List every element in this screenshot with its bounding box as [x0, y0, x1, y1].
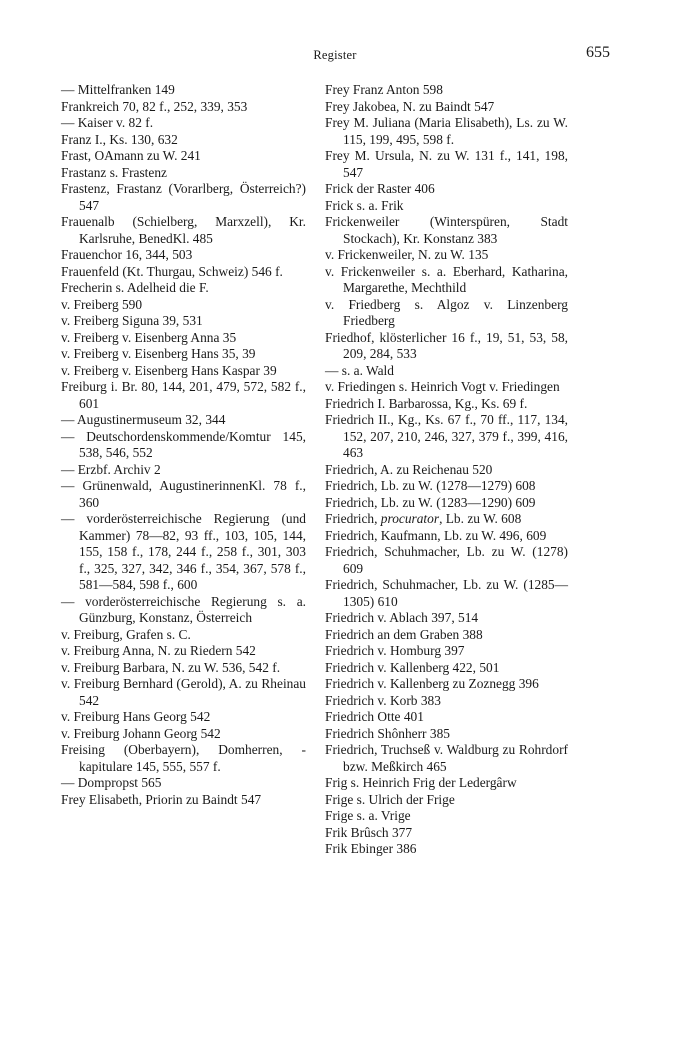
- index-entry: v. Freiberg 590: [61, 296, 143, 312]
- page-title: Register: [313, 48, 357, 62]
- index-entry: v. Frickenweiler, N. zu W. 135: [325, 247, 489, 262]
- index-column-right: [325, 82, 568, 858]
- index-entry: — vorderösterreichische Regierung (und Kammer) 78—82, 93 ff., 103, 105, 144, 155, 158 f., 178, 244 f., 258 f., 301, 303 f., 325, 327, 342, 346 f., 354, 367, 578 f., 581—584, 598 f., 600: [61, 511, 306, 592]
- index-entry: Franz I., Ks. 130, 632: [61, 131, 178, 147]
- index-entry: Frauenchor 16, 344, 503: [61, 247, 193, 262]
- index-entry: Frey M. Juliana (Maria Elisabeth), Ls. zu W. 115, 199, 495, 598 f.: [325, 115, 568, 147]
- index-entry: Friedrich v. Korb 383: [325, 692, 441, 708]
- index-entry: Friedrich, Schuhmacher, Lb. zu W. (1278) 609: [325, 544, 568, 576]
- index-entry: v. Freiburg Hans Georg 542: [61, 709, 211, 724]
- index-entry: v. Frickenweiler s. a. Eberhard, Katharina, Margarethe, Mechthild: [325, 263, 568, 295]
- index-entry: Frey Jakobea, N. zu Baindt 547: [325, 98, 495, 114]
- index-entry: Friedrich Otte 401: [325, 709, 424, 724]
- index-column-left: [61, 82, 306, 808]
- index-entry: Frickenweiler (Winterspüren, Stadt Stockach), Kr. Konstanz 383: [325, 214, 568, 246]
- index-entry: v. Freiberg v. Eisenberg Hans 35, 39: [61, 346, 256, 361]
- index-entry: Friedrich, A. zu Reichenau 520: [325, 461, 493, 477]
- index-entry: Friedrich v. Kallenberg 422, 501: [325, 659, 500, 675]
- index-entry: v. Freiburg Bernhard (Gerold), A. zu Rheinau 542: [61, 676, 306, 708]
- index-entry: Friedrich Shônherr 385: [325, 725, 450, 741]
- index-entry: v. Freiberg Siguna 39, 531: [61, 313, 203, 328]
- index-entry: Frauenalb (Schielberg, Marxzell), Kr. Karlsruhe, BenedKl. 485: [61, 214, 306, 246]
- index-entry: Friedrich v. Ablach 397, 514: [325, 610, 479, 625]
- index-entry: v. Friedingen s. Heinrich Vogt v. Friedingen: [325, 379, 560, 394]
- index-entry: Freiburg i. Br. 80, 144, 201, 479, 572, 582 f., 601: [61, 379, 306, 411]
- index-entry: Frastenz, Frastanz (Vorarlberg, Österreich?) 547: [61, 181, 306, 213]
- index-entry: — Erzbf. Archiv 2: [61, 461, 161, 477]
- index-entry: Friedrich, procurator, Lb. zu W. 608: [325, 511, 522, 526]
- index-entry: Friedrich I. Barbarossa, Kg., Ks. 69 f.: [325, 395, 528, 411]
- index-entry: — Grünenwald, AugustinerinnenKl. 78 f., 360: [61, 478, 306, 510]
- index-entry: v. Freiburg Barbara, N. zu W. 536, 542 f.: [61, 659, 281, 675]
- index-entry: Friedrich, Truchseß v. Waldburg zu Rohrdorf bzw. Meßkirch 465: [325, 742, 568, 774]
- index-entry: Friedrich, Lb. zu W. (1283—1290) 609: [325, 494, 536, 510]
- index-entry: Frig s. Heinrich Frig der Ledergârw: [325, 775, 517, 790]
- index-entry: Frauenfeld (Kt. Thurgau, Schweiz) 546 f.: [61, 263, 283, 279]
- index-entry: Frick der Raster 406: [325, 181, 435, 196]
- index-entry: Frige s. a. Vrige: [325, 808, 411, 823]
- index-entry: Friedrich, Kaufmann, Lb. zu W. 496, 609: [325, 527, 547, 543]
- index-entry: — Dompropst 565: [61, 775, 162, 790]
- index-entry: Frige s. Ulrich der Frige: [325, 791, 455, 807]
- index-entry: — Kaiser v. 82 f.: [61, 115, 154, 130]
- index-entry: Frey Elisabeth, Priorin zu Baindt 547: [61, 791, 262, 807]
- index-entry: Frik Ebinger 386: [325, 841, 417, 856]
- index-entry: Friedrich v. Homburg 397: [325, 643, 465, 658]
- index-entry: — Deutschordenskommende/Komtur 145, 538, 546, 552: [61, 428, 306, 460]
- index-entry: Frast, OAmann zu W. 241: [61, 148, 201, 163]
- index-entry: Frastanz s. Frastenz: [61, 164, 167, 180]
- index-entry: Frik Brûsch 377: [325, 824, 413, 840]
- index-entry: Friedrich, Schuhmacher, Lb. zu W. (1285—1305) 610: [325, 577, 568, 609]
- index-entry: Frick s. a. Frik: [325, 197, 404, 213]
- running-head: [0, 44, 700, 66]
- italic-term: procurator: [380, 511, 440, 526]
- index-entry: Friedrich v. Kallenberg zu Zoznegg 396: [325, 676, 539, 691]
- index-entry: — vorderösterreichische Regierung s. a. Günzburg, Konstanz, Österreich: [61, 593, 306, 625]
- index-entry: v. Freiburg Johann Georg 542: [61, 725, 221, 741]
- index-entry: Frey M. Ursula, N. zu W. 131 f., 141, 198, 547: [325, 148, 568, 180]
- index-entry: Frankreich 70, 82 f., 252, 339, 353: [61, 98, 248, 114]
- index-entry: Friedhof, klösterlicher 16 f., 19, 51, 53, 58, 209, 284, 533: [325, 329, 568, 361]
- index-entry: v. Freiberg v. Eisenberg Anna 35: [61, 329, 237, 345]
- index-entry: v. Freiburg, Grafen s. C.: [61, 626, 191, 642]
- index-entry: v. Freiburg Anna, N. zu Riedern 542: [61, 643, 256, 658]
- index-entry: — s. a. Wald: [325, 362, 394, 378]
- index-entry: v. Freiberg v. Eisenberg Hans Kaspar 39: [61, 362, 277, 378]
- index-entry: Frey Franz Anton 598: [325, 82, 443, 97]
- index-entry: — Mittelfranken 149: [61, 82, 175, 97]
- index-entry: Freising (Oberbayern), Domherren, -kapitulare 145, 555, 557 f.: [61, 742, 306, 774]
- index-entry: Friedrich II., Kg., Ks. 67 f., 70 ff., 117, 134, 152, 207, 210, 246, 327, 379 f., 399, 416, 463: [325, 412, 568, 460]
- index-entry: — Augustinermuseum 32, 344: [61, 412, 226, 427]
- index-entry: v. Friedberg s. Algoz v. Linzenberg Friedberg: [325, 296, 568, 328]
- page-number: 655: [586, 44, 610, 61]
- index-entry: Friedrich an dem Graben 388: [325, 626, 483, 642]
- index-entry: Friedrich, Lb. zu W. (1278—1279) 608: [325, 478, 536, 493]
- index-entry: Frecherin s. Adelheid die F.: [61, 280, 209, 295]
